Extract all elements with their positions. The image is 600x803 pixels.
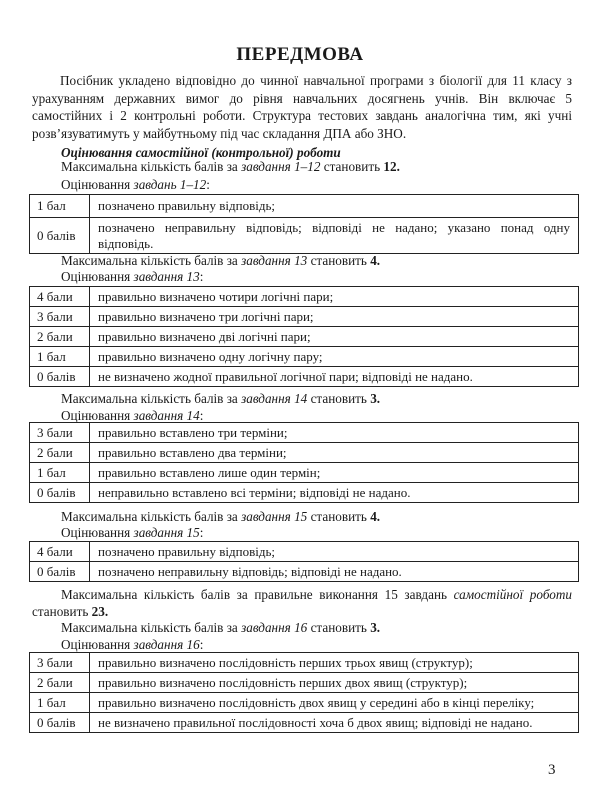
description-cell: правильно визначено одну логічну пару; bbox=[90, 347, 579, 367]
score-cell: 2 бали bbox=[30, 327, 90, 347]
score-cell: 0 балів bbox=[30, 713, 90, 733]
description-cell: правильно вставлено три терміни; bbox=[90, 423, 579, 443]
score-cell: 2 бали bbox=[30, 443, 90, 463]
description-cell: позначено неправильну відповідь; відповіді не надано. bbox=[90, 562, 579, 582]
table-row bbox=[30, 463, 579, 483]
score-cell: 4 бали bbox=[30, 287, 90, 307]
evaluation-line-16: Оцінювання завдання 16: bbox=[61, 637, 204, 652]
description-cell: правильно вставлено лише один термін; bbox=[90, 463, 579, 483]
table-row bbox=[30, 287, 579, 307]
table-row bbox=[30, 327, 579, 347]
table-row bbox=[30, 562, 579, 582]
table-row bbox=[30, 367, 579, 387]
scoring-table-15 bbox=[29, 541, 579, 582]
description-cell: позначено правильну відповідь; bbox=[90, 195, 579, 218]
description-cell: позначено правильну відповідь; bbox=[90, 542, 579, 562]
table-row bbox=[30, 713, 579, 733]
max-score-line-14: Максимальна кількість балів за завдання 14 становить 3. bbox=[61, 391, 381, 406]
max-score-line-13: Максимальна кількість балів за завдання 13 становить 4. bbox=[61, 253, 381, 268]
scoring-table-13 bbox=[29, 286, 579, 387]
score-cell: 0 балів bbox=[30, 562, 90, 582]
table-row bbox=[30, 673, 579, 693]
scoring-table-16 bbox=[29, 652, 579, 733]
intro-paragraph: Посібник укладено відповідно до чинної навчальної програми з біології для 11 класу з урахуванням державних вимог до рівня навчальних досягнень учнів. Він включає 5 самостійних і 2 контрольні роботи. Структура тестових завдань аналогічна тим, які учні розв’язуватимуть у майбутньому під час складання ДПА або ЗНО. bbox=[32, 73, 572, 141]
score-cell: 3 бали bbox=[30, 423, 90, 443]
max-score-line-15: Максимальна кількість балів за завдання 15 становить 4. bbox=[61, 509, 381, 524]
table-row bbox=[30, 653, 579, 673]
table-row bbox=[30, 443, 579, 463]
scoring-table-14 bbox=[29, 422, 579, 503]
table-row bbox=[30, 195, 579, 218]
score-cell: 0 балів bbox=[30, 218, 90, 254]
evaluation-line-13: Оцінювання завдання 13: bbox=[61, 269, 204, 284]
description-cell: не визначено жодної правильної логічної пари; відповіді не надано. bbox=[90, 367, 579, 387]
total-max-score-paragraph: Максимальна кількість балів за правильне виконання 15 завдань самостійної роботи становить 23. bbox=[32, 587, 572, 619]
table-row bbox=[30, 423, 579, 443]
score-cell: 3 бали bbox=[30, 653, 90, 673]
description-cell: правильно вставлено два терміни; bbox=[90, 443, 579, 463]
scoring-table-1-12 bbox=[29, 194, 579, 254]
score-cell: 1 бал bbox=[30, 463, 90, 483]
page-number: 3 bbox=[548, 762, 556, 778]
score-cell: 1 бал bbox=[30, 347, 90, 367]
evaluation-line-1-12: Оцінювання завдань 1–12: bbox=[61, 177, 210, 192]
max-score-line-16: Максимальна кількість балів за завдання 16 становить 3. bbox=[61, 620, 381, 635]
score-cell: 3 бали bbox=[30, 307, 90, 327]
table-row bbox=[30, 347, 579, 367]
score-cell: 1 бал bbox=[30, 195, 90, 218]
description-cell: правильно визначено три логічні пари; bbox=[90, 307, 579, 327]
description-cell: правильно визначено дві логічні пари; bbox=[90, 327, 579, 347]
description-cell: неправильно вставлено всі терміни; відповіді не надано. bbox=[90, 483, 579, 503]
score-cell: 4 бали bbox=[30, 542, 90, 562]
score-cell: 1 бал bbox=[30, 693, 90, 713]
description-cell: правильно визначено послідовність двох явищ у середині або в кінці переліку; bbox=[90, 693, 579, 713]
table-row bbox=[30, 483, 579, 503]
description-cell: позначено неправильну відповідь; відповіді не надано; указано понад одну відповідь. bbox=[90, 218, 579, 254]
description-cell: не визначено правильної послідовності хоча б двох явищ; відповіді не надано. bbox=[90, 713, 579, 733]
page-title: ПЕРЕДМОВА bbox=[236, 44, 364, 65]
evaluation-line-14: Оцінювання завдання 14: bbox=[61, 408, 204, 423]
table-row bbox=[30, 307, 579, 327]
description-cell: правильно визначено чотири логічні пари; bbox=[90, 287, 579, 307]
table-row bbox=[30, 218, 579, 254]
evaluation-subheading: Оцінювання самостійної (контрольної) роботи bbox=[61, 145, 341, 160]
max-score-line-1-12: Максимальна кількість балів за завдання 1–12 становить 12. bbox=[61, 159, 400, 174]
score-cell: 0 балів bbox=[30, 367, 90, 387]
score-cell: 0 балів bbox=[30, 483, 90, 503]
evaluation-line-15: Оцінювання завдання 15: bbox=[61, 525, 204, 540]
table-row bbox=[30, 693, 579, 713]
description-cell: правильно визначено послідовність перших двох явищ (структур); bbox=[90, 673, 579, 693]
table-row bbox=[30, 542, 579, 562]
description-cell: правильно визначено послідовність перших трьох явищ (структур); bbox=[90, 653, 579, 673]
score-cell: 2 бали bbox=[30, 673, 90, 693]
